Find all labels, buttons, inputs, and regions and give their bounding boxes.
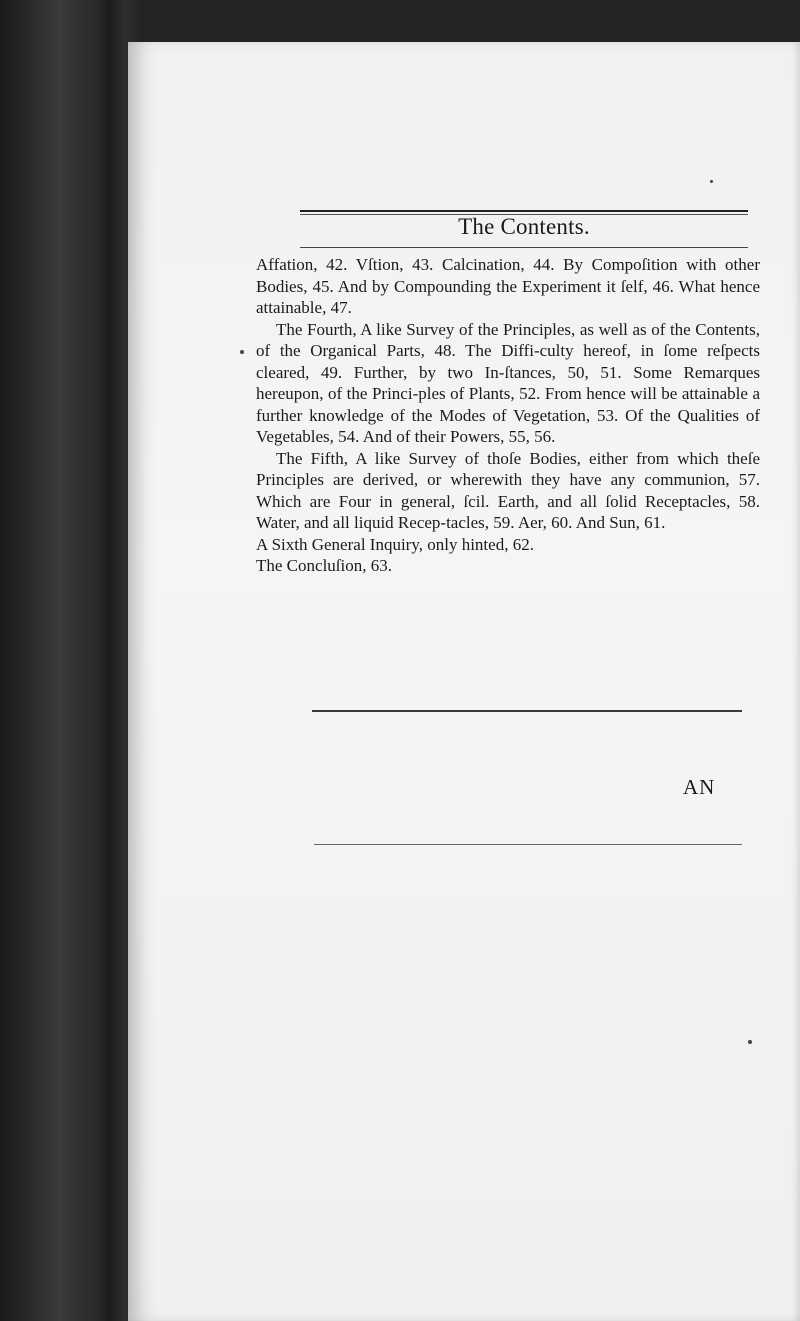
ink-speck [710,180,713,183]
contents-paragraph: A Sixth General Inquiry, only hinted, 62. [256,534,534,554]
running-title: The Contents. [458,214,590,239]
contents-paragraph: The Fifth, A like Survey of thoſe Bodies, either from which theſe Principles are derived, or wherewith they have any communion, 57. Which are Four in general, ſcil. Earth, and all ſolid Receptacles, 58. Water, and all liquid Recep-tacles, 59. Aer, 60. And Sun, 61. [256,448,760,532]
contents-body [256,254,760,577]
ink-speck [748,1040,752,1044]
header-rule-thick [300,210,748,212]
contents-paragraph: Affation, 42. Vſtion, 43. Calcination, 44. By Compoſition with other Bodies, 45. And by Compounding the Experiment it ſelf, 46. What hence attainable, 47. [256,255,760,317]
footer-rule [312,710,742,712]
contents-paragraph: The Fourth, A like Survey of the Principles, as well as of the Contents, of the Organical Parts, 48. The Diffi-culty hereof, in ſome reſpects cleared, 49. Further, by two In-ſtances, 50, 51. Some Remarques hereupon, of the Princi-ples of Plants, 52. From hence will be attainable a further knowledge of the Modes of Vegetation, 53. Of the Qualities of Vegetables, 54. And of their Powers, 55, 56. [256,319,760,446]
page-foot-rule [314,844,742,845]
catchword: AN [683,775,716,799]
title-rule [300,247,748,248]
contents-paragraph: The Concluſion, 63. [256,556,392,575]
ink-speck [240,350,244,354]
